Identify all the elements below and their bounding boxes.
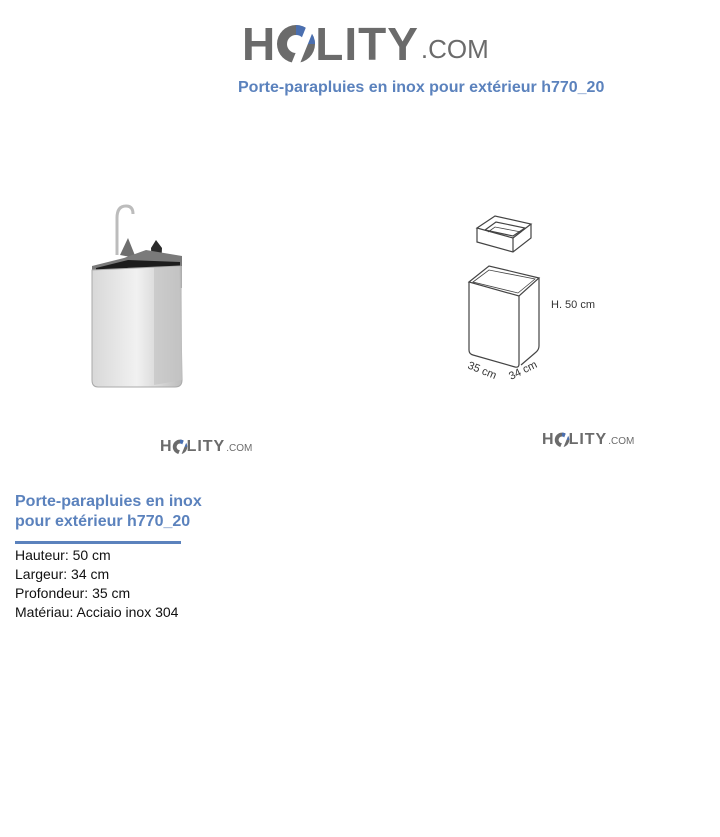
logo-text-h: H bbox=[160, 438, 173, 455]
holity-logo-small bbox=[542, 430, 634, 449]
logo-o-icon bbox=[275, 18, 317, 68]
spec-list bbox=[15, 546, 178, 622]
holity-logo bbox=[242, 8, 489, 68]
spec-row-width: Largeur: 34 cm bbox=[15, 566, 110, 582]
logo-o-icon bbox=[172, 437, 188, 456]
logo-text-lity: LITY bbox=[568, 431, 608, 448]
logo-text-lity: LITY bbox=[186, 438, 226, 455]
spec-label: Matériau bbox=[15, 604, 70, 620]
spec-label: Largeur bbox=[15, 566, 64, 582]
logo-o-icon bbox=[554, 430, 570, 449]
product-photo bbox=[84, 200, 194, 395]
logo-text-com: .COM bbox=[226, 443, 253, 454]
product-title: Porte-parapluies en inox pour extérieur h770_20 bbox=[15, 493, 202, 530]
title-divider bbox=[15, 541, 181, 544]
spec-row-material: Matériau: Acciaio inox 304 bbox=[15, 604, 179, 620]
height-label: H. 50 cm bbox=[551, 299, 596, 311]
logo-text-com: .COM bbox=[420, 34, 489, 64]
spec-value: 34 cm bbox=[71, 566, 110, 582]
depth-label: 35 cm bbox=[465, 359, 499, 383]
spec-label: Profondeur bbox=[15, 585, 85, 601]
logo-text-com: .COM bbox=[608, 436, 635, 447]
dimensions-drawing bbox=[455, 210, 615, 390]
spec-label: Hauteur bbox=[15, 547, 65, 563]
logo-text-h: H bbox=[542, 431, 555, 448]
page-title: Porte-parapluies en inox pour extérieur h770_20 bbox=[238, 79, 605, 96]
width-label: 34 cm bbox=[507, 358, 540, 383]
spec-value: 35 cm bbox=[92, 585, 131, 601]
spec-value: 50 cm bbox=[72, 547, 111, 563]
logo-text-h: H bbox=[242, 18, 277, 70]
logo-text-lity: LITY bbox=[315, 18, 419, 70]
holity-logo-small bbox=[160, 437, 252, 456]
spec-row-depth: Profondeur: 35 cm bbox=[15, 585, 131, 601]
spec-value: Acciaio inox 304 bbox=[76, 604, 179, 620]
spec-row-height: Hauteur: 50 cm bbox=[15, 547, 111, 563]
